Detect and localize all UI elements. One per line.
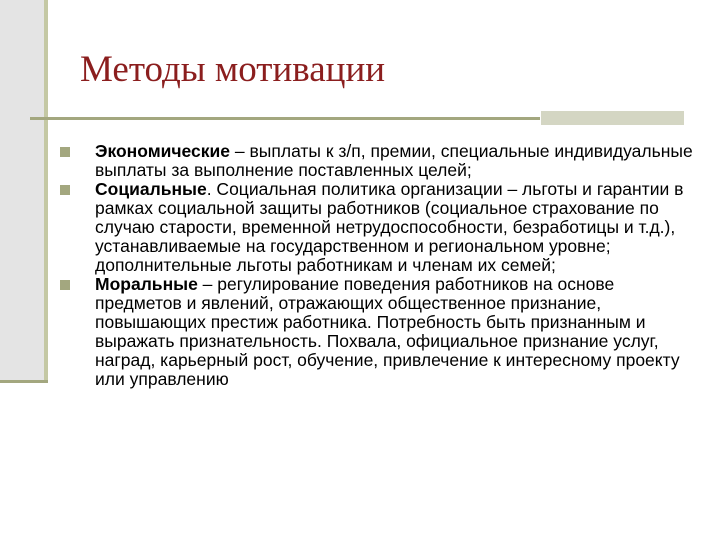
bullet-list bbox=[60, 142, 700, 389]
square-bullet-icon bbox=[60, 280, 70, 290]
bullet-text: – выплаты к з/п, премии, специальные индивидуальные выплаты за выполнение поставленных целей; bbox=[95, 141, 693, 180]
title-divider bbox=[30, 117, 540, 120]
side-panel bbox=[0, 0, 44, 382]
bullet-text: – регулирование поведения работников на основе предметов и явлений, отражающих общественное признание, повышающих престиж работника. Потребность быть признанным и выражать признательность. Похвала, официальное признание услуг, наград, карьерный рост, обучение, привлечение к интересному проекту или управлению bbox=[95, 274, 680, 389]
bullet-term: Социальные bbox=[95, 179, 207, 199]
bullet-item-social bbox=[60, 180, 700, 275]
bullet-item-economic bbox=[60, 142, 700, 180]
slide-title: Методы мотивации bbox=[80, 49, 386, 90]
bullet-item-moral bbox=[60, 275, 700, 389]
square-bullet-icon bbox=[60, 147, 70, 157]
bullet-term: Экономические bbox=[95, 141, 231, 161]
side-stripe bbox=[44, 0, 48, 382]
bullet-text: . Социальная политика организации – льготы и гарантии в рамках социальной защиты работников (социальное страхование по случаю старости, временной нетрудоспособности, безработицы и т.д.), устанавливаемые на государственном и региональном уровне; дополнительные льготы работникам и членам их семей; bbox=[95, 179, 684, 275]
side-panel-underline bbox=[0, 380, 48, 383]
square-bullet-icon bbox=[60, 185, 70, 195]
bullet-term: Моральные bbox=[95, 274, 198, 294]
divider-accent-block bbox=[541, 111, 684, 125]
